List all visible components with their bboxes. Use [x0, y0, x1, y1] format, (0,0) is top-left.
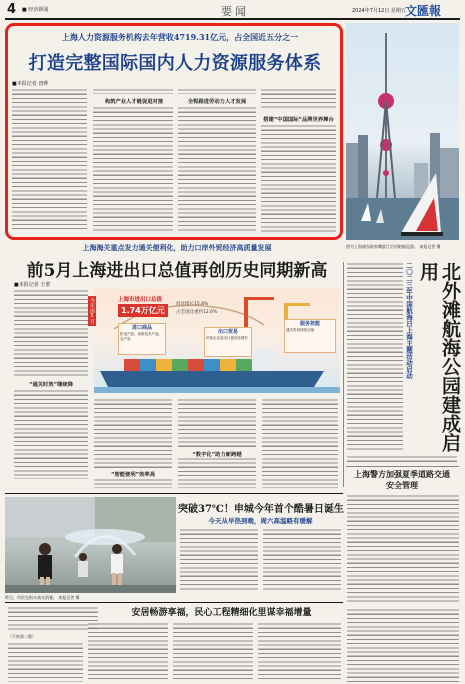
lead-body-col4	[261, 124, 336, 232]
trade-body-col3	[178, 398, 256, 488]
trade-subhead: “通关时效”继续降	[28, 382, 74, 388]
infographic-box-1-text: 机电产品、高新技术产品、农产品	[120, 332, 162, 341]
heat-body-col2	[263, 528, 341, 592]
lead-subhead-1: 构筑产业人才链促进对接	[104, 99, 164, 105]
heat-subhead: 今天从早热到晚，周六高温略有缓解	[208, 517, 313, 525]
lead-subhead-3: 搭建“中国国际”品牌世界舞台	[263, 117, 334, 123]
traffic-headline: 上海警方加强夏季道路交通安全管理	[354, 469, 450, 490]
trade-headline: 前5月上海进出口总值再创历史同期新高	[26, 261, 328, 281]
lead-headline: 打造完整国际国内人力资源服务体系	[28, 53, 322, 74]
page-number: 4	[7, 2, 17, 17]
lead-body-col4a	[261, 88, 336, 110]
skyline-photo	[346, 23, 459, 240]
infographic-side-label: 今年前5月	[89, 298, 95, 324]
infographic-box-2-title: 出口贸易	[217, 329, 238, 335]
infographic-title: 上海市进出口总值	[118, 297, 163, 303]
bottom-body-col1	[8, 642, 83, 682]
trade-infographic	[94, 289, 340, 393]
bottom-left-continued: （下转第二版）	[8, 634, 36, 639]
lead-body-col2	[93, 106, 173, 232]
lead-body-col3	[178, 106, 256, 232]
lead-kicker: 上海人力资源服务机构去年营收4719.31亿元，占全国近五分之一	[61, 32, 299, 42]
infographic-total: 1.74万亿元	[118, 304, 168, 317]
heat-caption: 昨日，市民在街头戏水消暑。 本报记者 摄	[5, 595, 80, 600]
bottom-body-col4	[258, 622, 341, 682]
infographic-box-3-text: 通关时间持续压缩	[286, 328, 314, 332]
infographic-stat2: 占全国比重约12.6%	[176, 310, 218, 315]
traffic-body	[347, 494, 459, 604]
trade-subhead-2: “智能便利”效率高	[94, 470, 172, 478]
heat-headline: 突破37℃！申城今年首个酷暑日诞生	[178, 504, 344, 515]
bottom-left-body	[8, 606, 98, 632]
infographic-growth: 同比增长15.8%	[176, 302, 209, 307]
date: 2024年7月12日 星期五	[352, 8, 406, 14]
infographic-box-3-title: 服务效能	[299, 321, 320, 327]
trade-body-col1a	[14, 289, 88, 377]
header-rule	[5, 18, 460, 20]
lead-body-col2a	[93, 88, 173, 94]
bund-kicker: 二〇二三年中国航海日上海主题活动启动	[405, 262, 413, 379]
bund-headline: 北外滩航海公园建成启用	[417, 262, 461, 452]
section-left-label: ■ 经济新闻	[22, 7, 49, 13]
infographic-box-2	[204, 327, 252, 357]
trade-body-col4	[262, 398, 338, 488]
photo-caption: 图为上海浦东陆家嘴滨江沿岸帆船巡游。 本报记者 摄	[346, 244, 441, 249]
bottom-headline: 安居畅游享福，民心工程精细化里谋幸福增量	[131, 608, 312, 618]
lead-body-col3a	[178, 88, 256, 94]
bottom-body-col3	[173, 622, 253, 682]
trade-byline: ■本报记者 王蕾	[14, 282, 51, 288]
lead-body-col1	[12, 88, 87, 232]
heat-body-col1	[180, 528, 258, 592]
trade-kicker: 上海海关重点发力通关便利化，助力口岸外贸经济高质量发展	[82, 244, 272, 252]
lead-subhead-2: 全程跟进劳动力人才发展	[187, 99, 247, 105]
trade-subhead-3: “数字化”助力新跨越	[178, 450, 256, 458]
bund-body-b	[347, 455, 457, 463]
bottom-body-col2	[88, 622, 168, 682]
traffic-rule	[346, 466, 459, 467]
infographic-box-1-title: 进口商品	[131, 325, 152, 331]
right-column-divider	[343, 262, 344, 487]
infographic-box-2-text: 民营企业进出口值同比增长	[206, 336, 248, 340]
bottom-body-col5	[347, 608, 459, 682]
masthead-logo: 文匯報	[405, 4, 442, 18]
bottom-top-rule	[5, 602, 343, 603]
heat-photo	[5, 497, 176, 593]
heat-top-rule	[5, 493, 343, 494]
infographic-box-1	[118, 323, 166, 355]
infographic-box-3	[284, 319, 336, 353]
trade-body-col1b	[14, 389, 88, 479]
section-center-label: 要闻	[221, 5, 249, 18]
lead-byline: ■本报记者 唐烨	[12, 81, 49, 87]
bund-body-a	[347, 262, 403, 452]
